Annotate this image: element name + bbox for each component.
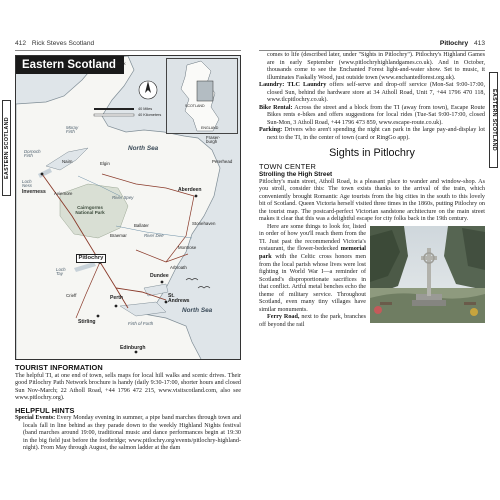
parking-item <box>259 127 485 142</box>
side-tab-left <box>2 100 11 196</box>
intro-text: comes to life (described later, under "Sights in Pitlochry"). Pitlochry's Highland Games are in early September (www.pitlochryhighlandgames.co.uk). And in October, thousands come to see the Enchanted Forest light-and-water show. Set to music, it illuminates Faskally Wood, just outside town (www.enchantedforest.org.uk). <box>267 52 485 81</box>
braemar-label: Braemar <box>110 233 127 238</box>
eastern-scotland-map <box>15 55 241 360</box>
ferry-road-text: next to the park, branches off beyond the rail <box>259 314 367 328</box>
peterhead-label: Peterhead <box>212 159 233 164</box>
parking-text: Drivers who aren't spending the night can park in the large pay-and-display lot next to the TI, in the center of town (card or RingGo app). <box>267 127 485 142</box>
map-inset <box>166 58 238 134</box>
edinburgh-label: Edinburgh <box>120 345 146 351</box>
cairngorms-park-label: Cairngorms National Park <box>75 205 105 215</box>
right-page-number: 413 <box>473 40 485 47</box>
crieff-label: Crieff <box>66 293 77 298</box>
firth-of-forth-label: Firth of Forth <box>128 321 154 326</box>
bike-rental-label: Bike Rental: <box>259 104 293 111</box>
scale-km: 40 Kilometers <box>138 113 162 117</box>
inset-england-label: ENGLAND <box>201 126 219 130</box>
moray-firth-label: Moray Firth <box>66 125 79 135</box>
stonehaven-label: Stonehaven <box>192 221 216 226</box>
left-page-number: 412 <box>15 40 27 47</box>
st-andrews-label: St. Andrews <box>168 293 190 305</box>
perth-label: Perth <box>110 295 124 301</box>
elgin-label: Elgin <box>100 161 110 166</box>
river-dee-label: River Dee <box>144 233 164 238</box>
memorial-text-b: with the Celtic cross honors men from the local parish whose lives were lost fighting in World War I—a reminder of Scotland's disproportionate sacrifices in that conflict. Artful metal benches echo the theme of military service. Throughout Scotland, even many tiny villages have similar monuments. <box>259 254 366 313</box>
loch-tay-label: Loch Tay <box>56 267 66 277</box>
north-sea-label-2: North Sea <box>182 307 213 314</box>
parking-label: Parking: <box>259 127 283 134</box>
strolling-heading: Strolling the High Street <box>259 171 333 179</box>
dornoch-firth-label: Dornoch Firth <box>24 149 41 159</box>
scale-miles: 40 Miles <box>138 107 153 111</box>
memorial-park-term: memorial park <box>259 246 366 261</box>
right-page-header <box>440 40 485 47</box>
fraserburgh-label: Fraser- burgh <box>206 135 221 145</box>
stirling-label: Stirling <box>78 319 96 325</box>
laundry-label: Laundry: TLC Laundry <box>259 82 327 89</box>
pitlochry-map-label: Pitlochry <box>76 254 106 263</box>
memorial-photo <box>370 226 485 323</box>
special-events-item <box>15 415 241 453</box>
side-tab-right <box>489 72 498 168</box>
arbroath-label: Arbroath <box>170 265 187 270</box>
ferry-road-term: Ferry Road, <box>267 314 300 321</box>
montrose-label: Montrose <box>178 245 197 250</box>
laundry-text: offers self-serve and drop-off service (Mon-Sat 9:00-17:00, closed Sun, behind the hardware store at 34 Atholl Road, Unit 7, +44 1796 470 118, www.tlcpitlochry.co.uk). <box>267 82 486 104</box>
inverness-label: Inverness <box>22 189 46 195</box>
tourist-info-text: The helpful TI, at one end of town, sells maps for local hill walks and scenic drives. Their good Pitlochry Path Network brochure is handy (daily 9:30-17:00, shorter hours and closed Sun Nov-March; 22 Atholl Road, +44 1796 472 215, www.visitscotland.com, also see www.pitlochry.org). <box>15 372 241 402</box>
header-rule-left <box>15 50 241 51</box>
special-events-label: Special Events: <box>15 415 56 422</box>
nairn-label: Nairn <box>62 159 73 164</box>
north-sea-label-1: North Sea <box>128 145 159 152</box>
special-events-text: Every Monday evening in summer, a pipe band marches through town and locals fall in line behind as they parade down to the weekly Highland Nights festival (band marches around 19:00, traditional music and dance performances begin at 19:30 in the big field just before the footbridge; www.pitlochry.org/events/pitlochry-highland-night). From May through August, the salmon ladder at the dam <box>23 415 241 452</box>
ballater-label: Ballater <box>134 223 149 228</box>
map-title: Eastern Scotland <box>16 56 124 74</box>
right-column <box>259 52 485 330</box>
wick-label: Wick <box>116 61 126 66</box>
header-rule-right <box>259 50 485 51</box>
river-spey-label: River Spey <box>112 195 134 200</box>
inset-scotland-label: SCOTLAND <box>185 104 205 108</box>
left-running-title: Rick Steves Scotland <box>31 40 95 47</box>
strolling-text: Pitlochry's main street, Atholl Road, is a pleasant place to wander and window-shop. As you stroll, consider this: The town exists thanks to the arrival of the train, which conveniently brought Romantic Age tourists from the big cities in the south to this lovely bit of Scotland. Queen Victoria herself visited three times in the 1860s, putting Pitlochry on the tourist map. The postcard-perfect Victorian sandstone architecture on the main street makes it clear that this was a delightful escape for city folks back in the 19th century. <box>259 178 485 223</box>
town-center-heading: TOWN CENTER <box>259 161 317 171</box>
helpful-hints-heading: HELPFUL HINTS <box>15 405 75 415</box>
side-tab-right-label: EASTERN SCOTLAND <box>490 88 497 152</box>
left-column <box>15 363 241 453</box>
side-tab-left-label: EASTERN SCOTLAND <box>3 116 10 180</box>
bike-rental-text: Across the street and a block from the TI (away from town), Escape Route Bikes rents e-bikes and offers suggestions for local rides (Tue-Sat 9:00-17:00, closed Sun-Mon, 3 Atholl Road, +44 1796 473 859, www.escape-route.co.uk). <box>267 104 486 126</box>
dundee-label: Dundee <box>150 273 169 279</box>
sights-heading: Sights in Pitlochry <box>329 146 415 159</box>
memorial-text-a: Here are some things to look for, listed in order of how you'll reach them from the TI. Just past the recommended Victoria's restaurant, the flower-bedecked <box>259 223 366 253</box>
aberdeen-label: Aberdeen <box>178 187 202 193</box>
tourist-info-heading: TOURIST INFORMATION <box>15 363 103 372</box>
right-running-title: Pitlochry <box>439 40 469 47</box>
left-page-header <box>15 40 94 47</box>
loch-ness-label: Loch Ness <box>22 179 33 189</box>
laundry-item <box>259 82 485 105</box>
bike-rental-item <box>259 105 485 128</box>
aviemore-label: Aviemore <box>54 191 73 196</box>
